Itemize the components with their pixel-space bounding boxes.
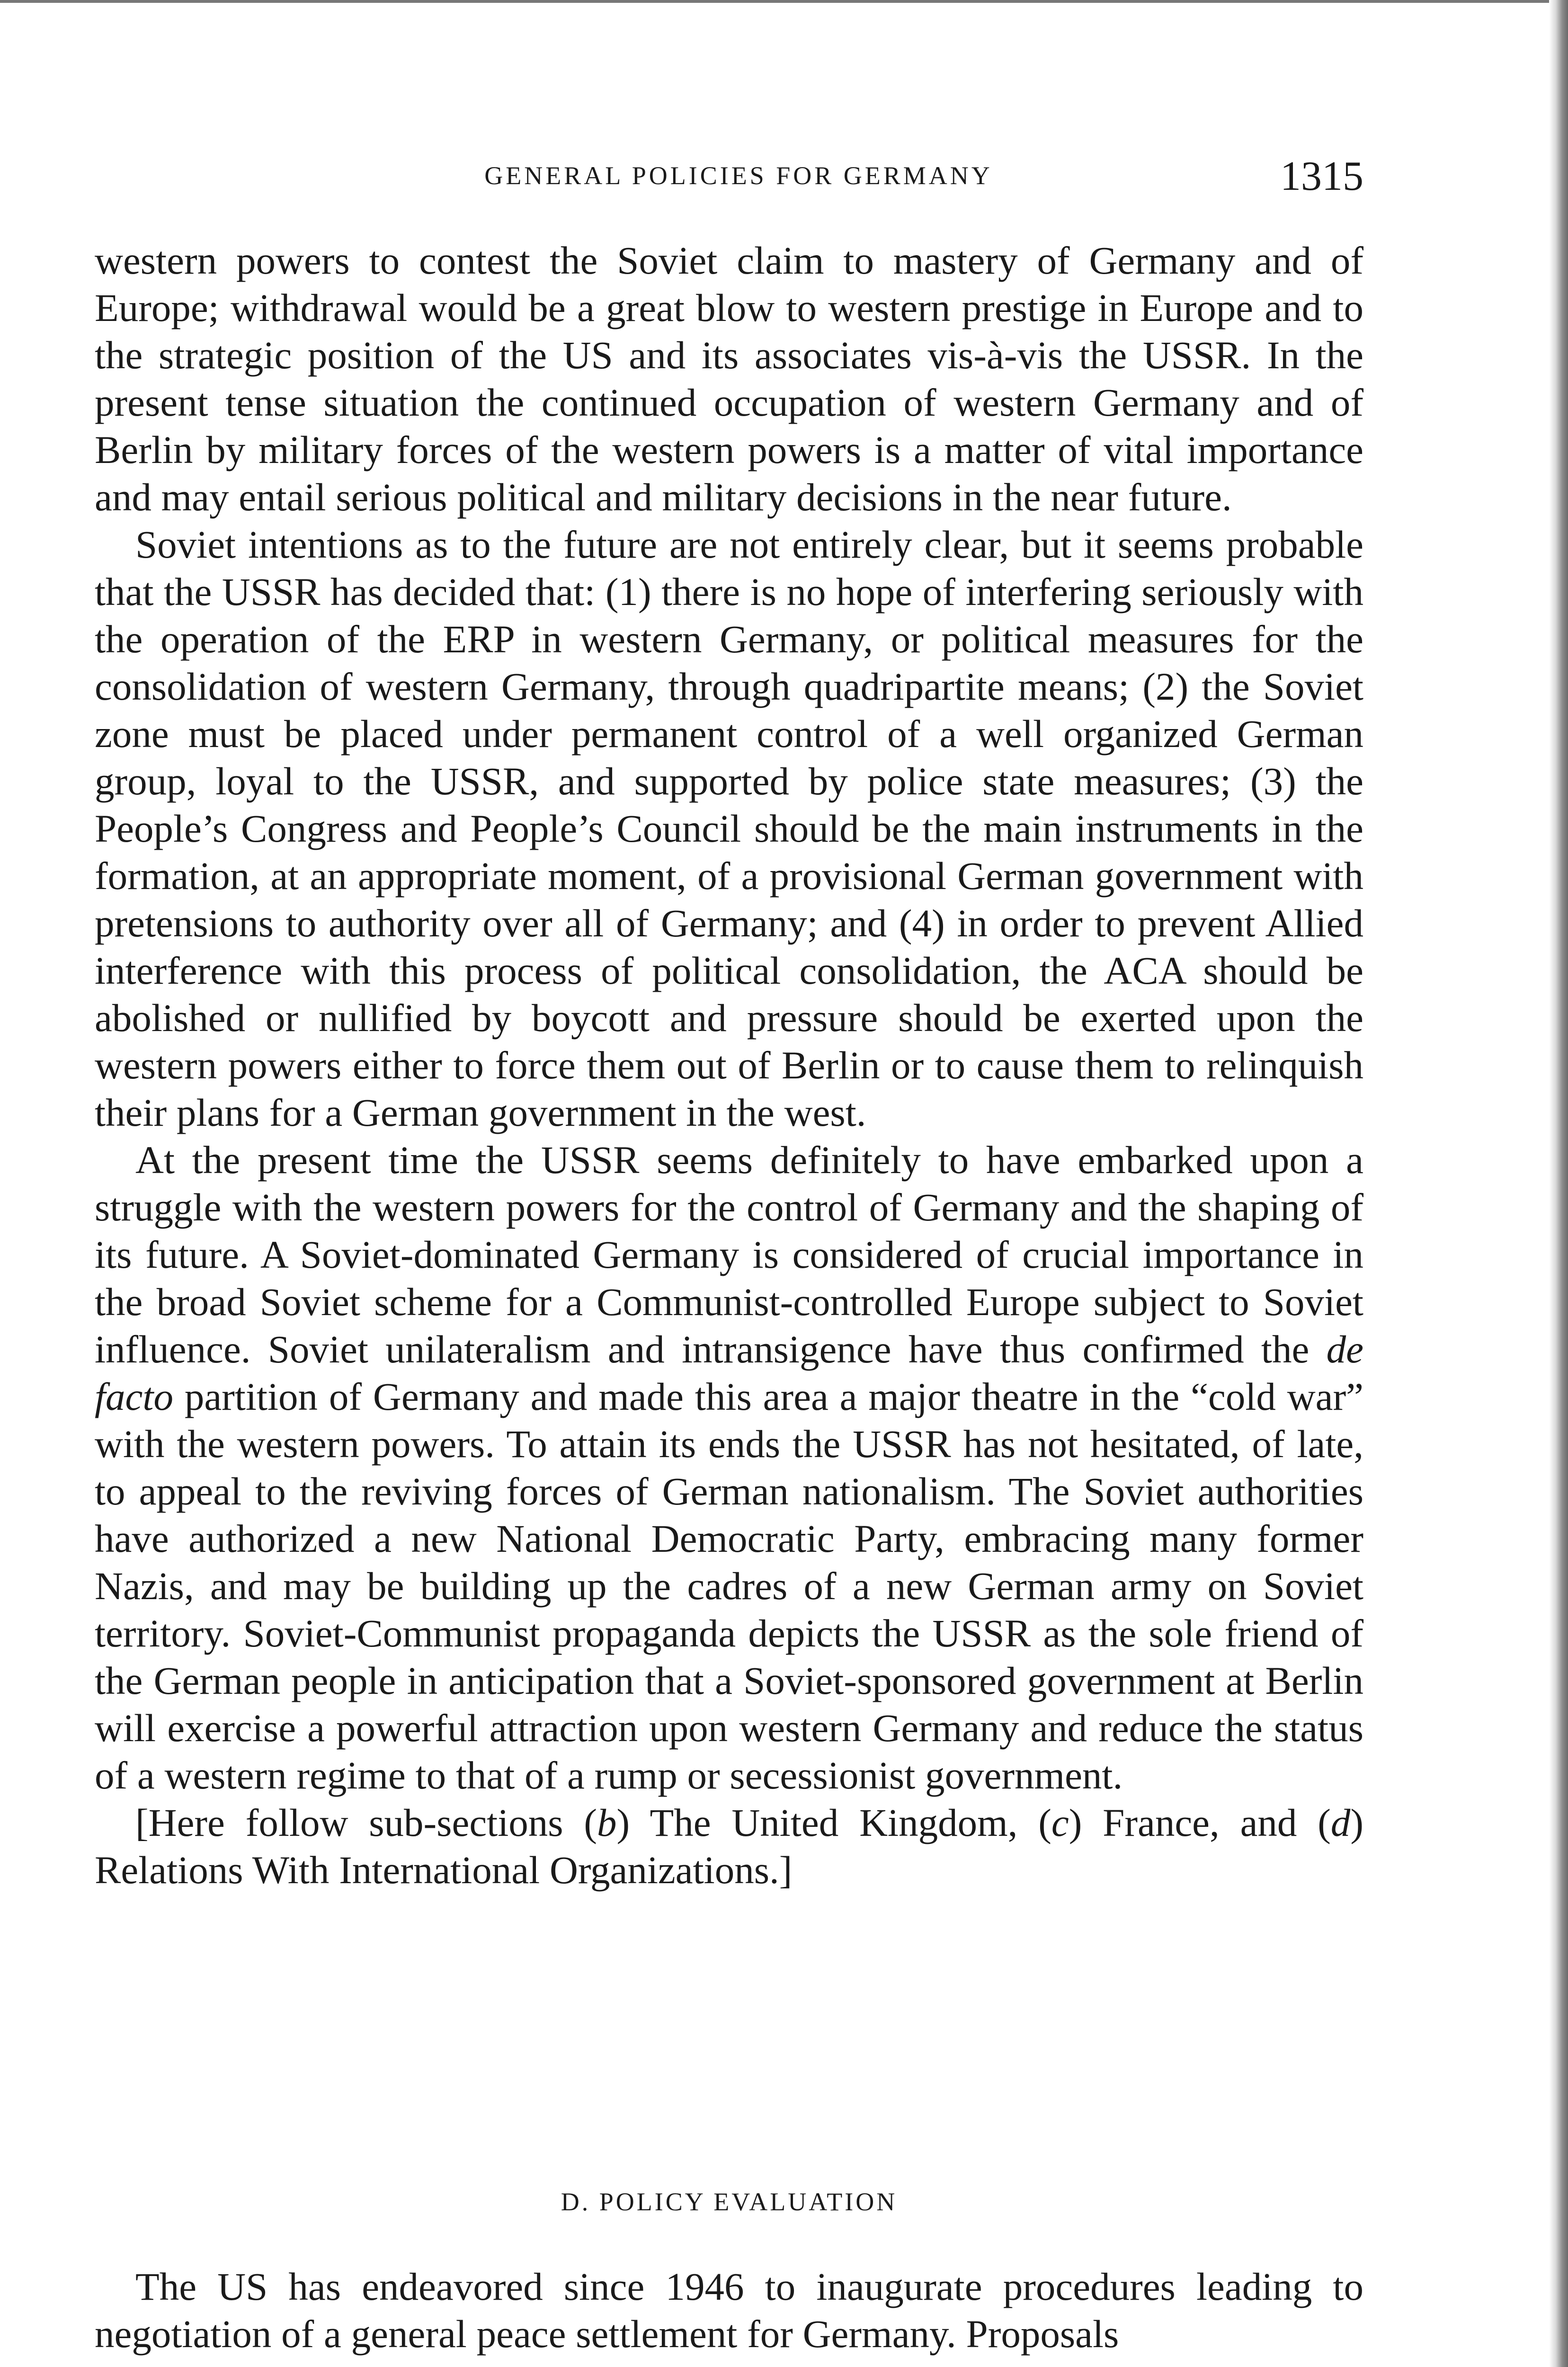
paragraph-3-text-before: At the present time the USSR seems definitely to have embarked upon a struggle with the western powers for the control of Germany and the shaping of its future. A Soviet-dominated Germany is considered of crucial importance in the broad Soviet scheme for a Communist-controlled Europe subject to Soviet influence. Soviet unilateralism and intransigence have thus confirmed the [95, 1138, 1363, 1371]
paragraph-continuation: western powers to contest the Soviet claim to mastery of Germany and of Europe; withdrawal would be a great blow to western prestige in Europe and to the strategic position of the US and its associates vis-à-vis the USSR. In the present tense situation the continued occupation of western Germany and of Berlin by military forces of the western powers is a matter of vital importance and may entail serious political and military decisions in the near future. [95, 239, 1363, 519]
evaluation-paragraph: The US has endeavored since 1946 to inaugurate procedures leading to negotiation of a general peace settlement for Germany. Proposals [95, 2265, 1363, 2356]
editorial-note-letter-c: c [1051, 1801, 1069, 1844]
editorial-note-part-2: ) The United Kingdom, ( [616, 1801, 1051, 1844]
section-heading: D. POLICY EVALUATION [561, 2188, 898, 2216]
paragraph-3-text-after: partition of Germany and made this area a major theatre in the “cold war” with the western powers. To attain its ends the USSR has not hesitated, of late, to appeal to the reviving forces of German nationalism. The Soviet authorities have authorized a new National Democratic Party, embracing many former Nazis, and may be building up the cadres of a new German army on Soviet territory. Soviet-Communist propaganda depicts the USSR as the sole friend of the German people in anticipation that a Soviet-sponsored government at Berlin will exercise a powerful attraction upon western Germany and reduce the status of a western regime to that of a rump or secessionist government. [95, 1375, 1363, 1797]
page-edge-shadow [1549, 0, 1568, 2367]
editorial-note-letter-d: d [1330, 1801, 1351, 1844]
editorial-note-part-1: [Here follow sub-sections ( [135, 1801, 597, 1844]
running-title: GENERAL POLICIES FOR GERMANY [484, 161, 993, 190]
evaluation-text [95, 2263, 1363, 2358]
editorial-note [95, 1799, 1363, 1894]
editorial-note-part-4: ) Relations With International Organizations.] [95, 1801, 1364, 1892]
top-page-rule [0, 0, 1568, 3]
body-text [95, 237, 1363, 1894]
paragraph-present-time [95, 1136, 1363, 1799]
editorial-note-letter-b: b [597, 1801, 617, 1844]
de-facto-italic: de facto [95, 1327, 1363, 1418]
paragraph-soviet-intentions: Soviet intentions as to the future are not entirely clear, but it seems probable that the USSR has decided that: (1) there is no hope of interfering seriously with the operation of the ERP in western Germany, or political measures for the consolidation of western Germany, through quadripartite means; (2) the Soviet zone must be placed under permanent control of a well organized German group, loyal to the USSR, and supported by police state measures; (3) the People’s Congress and People’s Council should be the main instruments in the formation, at an appropriate moment, of a provisional German government with pretensions to authority over all of Germany; and (4) in order to prevent Allied interference with this process of political consolidation, the ACA should be abolished or nullified by boycott and pressure should be exerted upon the western powers either to force them out of Berlin or to cause them to relinquish their plans for a German government in the west. [95, 523, 1363, 1134]
page-number: 1315 [1280, 153, 1363, 199]
running-head [114, 153, 1363, 213]
editorial-note-part-3: ) France, and ( [1069, 1801, 1331, 1844]
